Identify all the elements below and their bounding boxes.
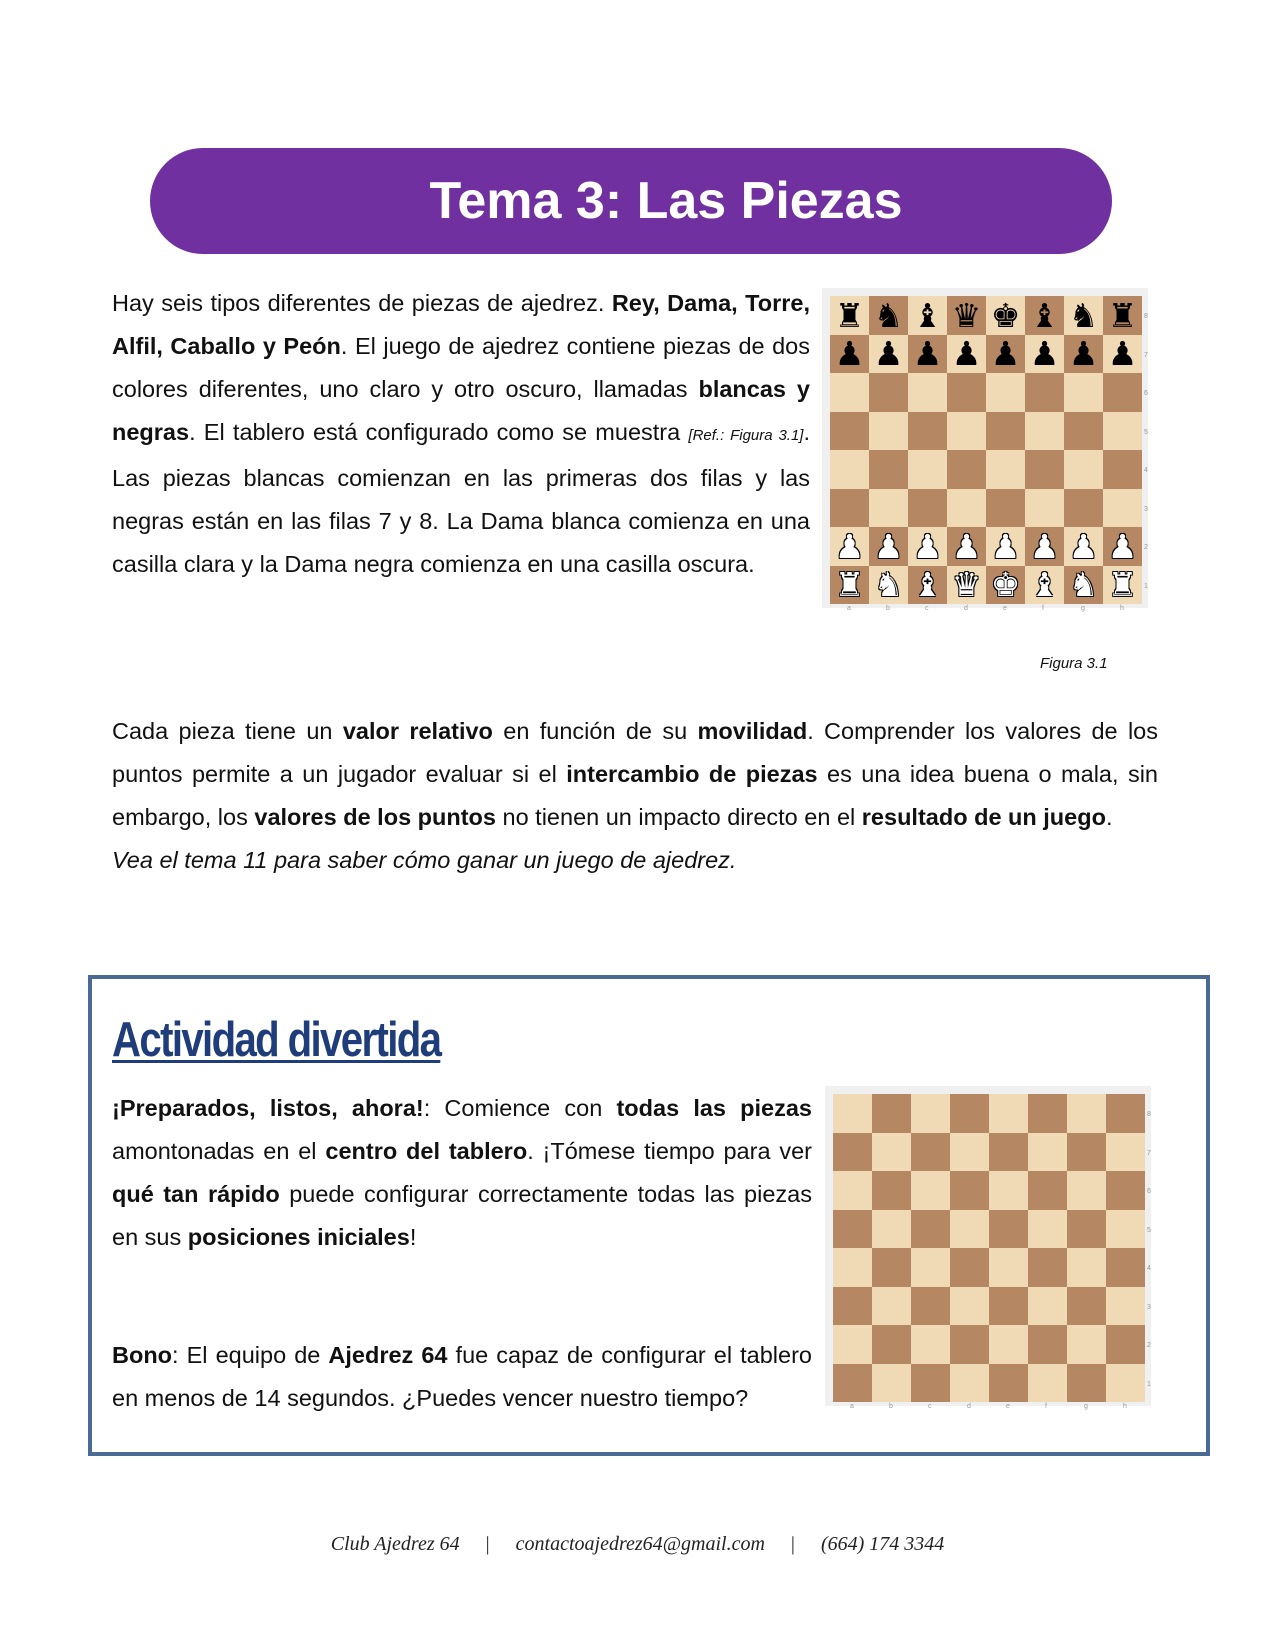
- square-h5: [1103, 412, 1142, 451]
- square-d3: [950, 1287, 989, 1326]
- square-c4: [908, 450, 947, 489]
- white-king-icon: ♚: [990, 565, 1021, 605]
- footer-email: contactoajedrez64@gmail.com: [515, 1533, 765, 1555]
- file-label: f: [1045, 1403, 1047, 1410]
- rank-label: 7: [1147, 1149, 1151, 1157]
- square-c7: [908, 335, 947, 374]
- activity-bold-4: qué tan rápido: [112, 1181, 280, 1207]
- square-d8: [947, 296, 986, 335]
- square-b4: [872, 1248, 911, 1287]
- square-a2: [833, 1325, 872, 1364]
- activity-bold-2: todas las piezas: [616, 1095, 812, 1121]
- square-f8: [1028, 1094, 1067, 1133]
- square-b3: [869, 489, 908, 528]
- white-queen-icon: ♛: [951, 565, 982, 605]
- figure-reference: [Ref.: Figura 3.1]: [688, 427, 804, 444]
- file-label: d: [967, 1403, 971, 1410]
- black-rook-icon: ♜: [834, 295, 865, 335]
- square-h2: [1103, 527, 1142, 566]
- file-label: g: [1081, 605, 1085, 612]
- square-c2: [908, 527, 947, 566]
- square-d7: [947, 335, 986, 374]
- square-e7: [989, 1133, 1028, 1172]
- file-label: f: [1042, 605, 1044, 612]
- black-bishop-icon: ♝: [1029, 295, 1060, 335]
- title-banner: [150, 148, 1112, 254]
- square-c6: [911, 1171, 950, 1210]
- square-e4: [989, 1248, 1028, 1287]
- values-text-2: en función de su: [492, 718, 698, 744]
- square-g2: [1067, 1325, 1106, 1364]
- square-b5: [869, 412, 908, 451]
- square-b6: [872, 1171, 911, 1210]
- square-b7: [869, 335, 908, 374]
- file-label: b: [889, 1403, 893, 1410]
- square-e7: [986, 335, 1025, 374]
- values-text-6: .: [1105, 804, 1113, 830]
- activity-paragraph: [112, 1087, 812, 1259]
- square-h3: [1103, 489, 1142, 528]
- square-d6: [950, 1171, 989, 1210]
- intro-bold-2: blancas y negras: [112, 376, 810, 445]
- black-pawn-icon: ♟: [1029, 334, 1060, 374]
- black-knight-icon: ♞: [1068, 295, 1099, 335]
- square-g8: [1064, 296, 1103, 335]
- square-d2: [947, 527, 986, 566]
- black-bishop-icon: ♝: [912, 295, 943, 335]
- square-b8: [869, 296, 908, 335]
- square-h4: [1106, 1248, 1145, 1287]
- bono-bold-1: Ajedrez 64: [328, 1342, 448, 1368]
- square-a6: [833, 1171, 872, 1210]
- intro-text-1: Hay seis tipos diferentes de piezas de ajedrez.: [112, 290, 612, 316]
- square-f2: [1025, 527, 1064, 566]
- square-d6: [947, 373, 986, 412]
- rank-label: 6: [1147, 1188, 1151, 1195]
- footer-separator: |: [485, 1533, 490, 1555]
- white-pawn-icon: ♟: [1029, 526, 1060, 566]
- square-f7: [1025, 335, 1064, 374]
- white-bishop-icon: ♝: [912, 565, 943, 605]
- square-d4: [947, 450, 986, 489]
- rank-label: 3: [1147, 1303, 1151, 1311]
- footer-phone: (664) 174 3344: [820, 1533, 945, 1555]
- square-h6: [1106, 1171, 1145, 1210]
- square-c3: [911, 1287, 950, 1326]
- values-bold-2: movilidad: [697, 718, 808, 744]
- square-d8: [950, 1094, 989, 1133]
- rank-label: 4: [1147, 1265, 1151, 1272]
- square-d2: [950, 1325, 989, 1364]
- white-pawn-icon: ♟: [990, 526, 1021, 566]
- square-b1: [872, 1364, 911, 1403]
- intro-text-2: . El juego de ajedrez contiene piezas de dos colores diferentes, uno claro y otro oscuro, llamadas: [112, 333, 810, 402]
- square-g3: [1064, 489, 1103, 528]
- square-g5: [1064, 412, 1103, 451]
- values-bold-3: intercambio de piezas: [566, 761, 818, 787]
- square-d7: [950, 1133, 989, 1172]
- square-b6: [869, 373, 908, 412]
- square-e3: [986, 489, 1025, 528]
- board-grid: [833, 1094, 1145, 1402]
- activity-text-3: . ¡Tómese tiempo para ver: [527, 1138, 813, 1164]
- values-bold-5: resultado de un juego: [861, 804, 1106, 830]
- square-f6: [1025, 373, 1064, 412]
- activity-bold-3: centro del tablero: [325, 1138, 528, 1164]
- rank-label: 1: [1147, 1380, 1151, 1388]
- square-e1: [986, 566, 1025, 605]
- intro-paragraph: [112, 282, 810, 586]
- square-g1: [1064, 566, 1103, 605]
- square-h1: [1103, 566, 1142, 605]
- file-label: c: [928, 1403, 932, 1410]
- square-b5: [872, 1210, 911, 1249]
- activity-bold-5: posiciones iniciales: [187, 1224, 410, 1250]
- square-d3: [947, 489, 986, 528]
- square-e8: [986, 296, 1025, 335]
- rank-label: 3: [1144, 505, 1148, 513]
- square-f1: [1028, 1364, 1067, 1403]
- square-g3: [1067, 1287, 1106, 1326]
- square-d1: [947, 566, 986, 605]
- black-pawn-icon: ♟: [1068, 334, 1099, 374]
- rank-label: 2: [1144, 544, 1148, 551]
- square-e6: [989, 1171, 1028, 1210]
- square-a7: [830, 335, 869, 374]
- values-italic-note: Vea el tema 11 para saber cómo ganar un juego de ajedrez.: [112, 847, 737, 873]
- square-h7: [1103, 335, 1142, 374]
- activity-title: Actividad divertida: [112, 1013, 441, 1067]
- square-a8: [833, 1094, 872, 1133]
- square-g5: [1067, 1210, 1106, 1249]
- chessboard-initial-position: [822, 288, 1148, 612]
- values-bold-1: valor relativo: [342, 718, 493, 744]
- black-king-icon: ♚: [990, 295, 1021, 335]
- square-e4: [986, 450, 1025, 489]
- black-pawn-icon: ♟: [951, 334, 982, 374]
- square-f1: [1025, 566, 1064, 605]
- square-a4: [830, 450, 869, 489]
- square-f5: [1025, 412, 1064, 451]
- footer: [0, 1533, 1275, 1556]
- square-a4: [833, 1248, 872, 1287]
- square-a3: [833, 1287, 872, 1326]
- square-e5: [986, 412, 1025, 451]
- square-h2: [1106, 1325, 1145, 1364]
- square-g7: [1064, 335, 1103, 374]
- activity-text-1: : Comience con: [423, 1095, 617, 1121]
- white-rook-icon: ♜: [1107, 565, 1138, 605]
- square-d4: [950, 1248, 989, 1287]
- black-queen-icon: ♛: [951, 295, 982, 335]
- square-h6: [1103, 373, 1142, 412]
- square-h1: [1106, 1364, 1145, 1403]
- square-c2: [911, 1325, 950, 1364]
- white-knight-icon: ♞: [1068, 565, 1099, 605]
- intro-text-3: . El tablero está configurado como se muestra: [189, 419, 689, 445]
- square-f7: [1028, 1133, 1067, 1172]
- square-a1: [833, 1364, 872, 1403]
- file-label: h: [1120, 605, 1124, 612]
- square-g4: [1067, 1248, 1106, 1287]
- file-label: c: [925, 605, 929, 612]
- square-g8: [1067, 1094, 1106, 1133]
- square-f3: [1028, 1287, 1067, 1326]
- square-h4: [1103, 450, 1142, 489]
- square-e8: [989, 1094, 1028, 1133]
- square-c5: [908, 412, 947, 451]
- square-g6: [1064, 373, 1103, 412]
- file-label: e: [1003, 605, 1007, 612]
- square-c4: [911, 1248, 950, 1287]
- values-text-4: es una idea buena o mala, sin embargo, los: [112, 761, 1158, 830]
- square-c1: [911, 1364, 950, 1403]
- white-pawn-icon: ♟: [1107, 526, 1138, 566]
- square-d5: [950, 1210, 989, 1249]
- bono-text-1: : El equipo de: [172, 1342, 329, 1368]
- rank-label: 5: [1144, 428, 1148, 436]
- white-knight-icon: ♞: [873, 565, 904, 605]
- rank-label: 4: [1144, 467, 1148, 474]
- square-a5: [833, 1210, 872, 1249]
- square-f6: [1028, 1171, 1067, 1210]
- square-c8: [911, 1094, 950, 1133]
- square-e6: [986, 373, 1025, 412]
- page-title: Tema 3: Las Piezas: [429, 172, 903, 230]
- square-a8: [830, 296, 869, 335]
- rank-label: 8: [1144, 313, 1148, 320]
- square-g2: [1064, 527, 1103, 566]
- values-paragraph: [112, 710, 1158, 882]
- black-pawn-icon: ♟: [873, 334, 904, 374]
- file-label: h: [1123, 1403, 1127, 1410]
- square-a3: [830, 489, 869, 528]
- square-g7: [1067, 1133, 1106, 1172]
- square-h8: [1106, 1094, 1145, 1133]
- square-b2: [872, 1325, 911, 1364]
- square-c3: [908, 489, 947, 528]
- intro-bold-1: Rey, Dama, Torre, Alfil, Caballo y Peón: [112, 290, 811, 359]
- square-c6: [908, 373, 947, 412]
- square-b8: [872, 1094, 911, 1133]
- rank-label: 1: [1144, 582, 1148, 590]
- figure-caption: Figura 3.1: [1040, 655, 1108, 672]
- activity-text-2: amontonadas en el: [112, 1138, 326, 1164]
- square-h7: [1106, 1133, 1145, 1172]
- white-pawn-icon: ♟: [873, 526, 904, 566]
- black-pawn-icon: ♟: [990, 334, 1021, 374]
- square-h8: [1103, 296, 1142, 335]
- square-c5: [911, 1210, 950, 1249]
- bono-text-2: fue capaz de configurar el tablero en menos de 14 segundos. ¿Puedes vencer nuestro tiempo?: [112, 1342, 812, 1411]
- square-b2: [869, 527, 908, 566]
- square-e1: [989, 1364, 1028, 1403]
- square-d5: [947, 412, 986, 451]
- file-label: b: [886, 605, 890, 612]
- values-text-5: no tienen un impacto directo en el: [495, 804, 862, 830]
- white-pawn-icon: ♟: [1068, 526, 1099, 566]
- square-f3: [1025, 489, 1064, 528]
- square-c1: [908, 566, 947, 605]
- file-label: e: [1006, 1403, 1010, 1410]
- white-pawn-icon: ♟: [834, 526, 865, 566]
- black-rook-icon: ♜: [1107, 295, 1138, 335]
- intro-text-4: . Las piezas blancas comienzan en las primeras dos filas y las negras están en las filas 7 y 8. La Dama blanca comienza en una casilla clara y la Dama negra comienza en una casilla oscura.: [112, 419, 811, 577]
- square-e5: [989, 1210, 1028, 1249]
- square-c8: [908, 296, 947, 335]
- white-pawn-icon: ♟: [951, 526, 982, 566]
- values-bold-4: valores de los puntos: [254, 804, 496, 830]
- rank-label: 6: [1144, 390, 1148, 397]
- rank-label: 2: [1147, 1342, 1151, 1349]
- square-a1: [830, 566, 869, 605]
- square-b4: [869, 450, 908, 489]
- footer-separator: |: [790, 1533, 795, 1555]
- white-rook-icon: ♜: [834, 565, 865, 605]
- square-a2: [830, 527, 869, 566]
- rank-label: 7: [1144, 351, 1148, 359]
- square-e3: [989, 1287, 1028, 1326]
- square-f2: [1028, 1325, 1067, 1364]
- square-h5: [1106, 1210, 1145, 1249]
- square-g4: [1064, 450, 1103, 489]
- values-text-1: Cada pieza tiene un: [112, 718, 343, 744]
- square-b1: [869, 566, 908, 605]
- file-label: d: [964, 605, 968, 612]
- bono-label: Bono: [112, 1342, 173, 1368]
- square-d1: [950, 1364, 989, 1403]
- square-g6: [1067, 1171, 1106, 1210]
- square-f5: [1028, 1210, 1067, 1249]
- square-h3: [1106, 1287, 1145, 1326]
- black-pawn-icon: ♟: [1107, 334, 1138, 374]
- file-label: a: [847, 605, 851, 612]
- activity-bold-1: ¡Preparados, listos, ahora!: [112, 1095, 424, 1121]
- black-pawn-icon: ♟: [834, 334, 865, 374]
- square-f4: [1025, 450, 1064, 489]
- white-bishop-icon: ♝: [1029, 565, 1060, 605]
- file-label: a: [850, 1403, 854, 1410]
- square-f8: [1025, 296, 1064, 335]
- square-a6: [830, 373, 869, 412]
- black-pawn-icon: ♟: [912, 334, 943, 374]
- square-c7: [911, 1133, 950, 1172]
- square-g1: [1067, 1364, 1106, 1403]
- square-b3: [872, 1287, 911, 1326]
- square-e2: [986, 527, 1025, 566]
- black-knight-icon: ♞: [873, 295, 904, 335]
- activity-text-4: puede configurar correctamente todas las piezas en sus: [112, 1181, 812, 1250]
- square-a7: [833, 1133, 872, 1172]
- values-text-3: . Comprender los valores de los puntos permite a un jugador evaluar si el: [112, 718, 1158, 787]
- square-b7: [872, 1133, 911, 1172]
- square-e2: [989, 1325, 1028, 1364]
- chessboard-empty: [825, 1086, 1151, 1410]
- board-grid: [830, 296, 1142, 604]
- file-label: g: [1084, 1403, 1088, 1410]
- square-a5: [830, 412, 869, 451]
- rank-label: 8: [1147, 1111, 1151, 1118]
- rank-label: 5: [1147, 1226, 1151, 1234]
- footer-club-name: Club Ajedrez 64: [330, 1533, 460, 1555]
- white-pawn-icon: ♟: [912, 526, 943, 566]
- bono-paragraph: [112, 1334, 812, 1420]
- square-f4: [1028, 1248, 1067, 1287]
- activity-text-5: !: [409, 1224, 417, 1250]
